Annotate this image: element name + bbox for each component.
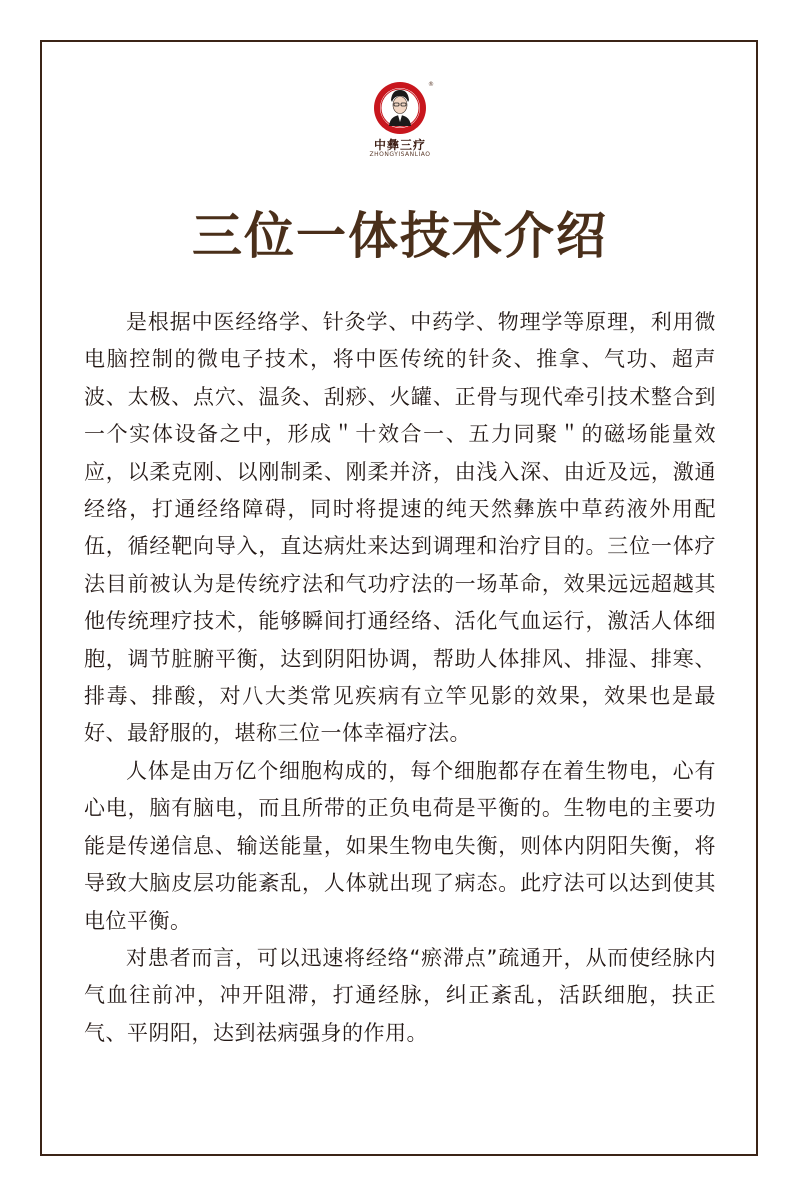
brand-pinyin: ZHONGYISANLIAO xyxy=(369,151,431,158)
paragraph-3: 对患者而言，可以迅速将经络“瘀滞点”疏通开，从而使经脉内气血往前冲，冲开阻滞，打通经脉，纠正紊乱，活跃细胞，扶正气、平阴阳，达到祛病强身的作用。 xyxy=(84,945,716,1045)
brand-name: 中彝三疗 xyxy=(373,138,426,152)
portrait-seal-icon xyxy=(362,78,438,138)
paragraph-1: 是根据中医经络学、针灸学、中药学、物理学等原理，利用微电脑控制的微电子技术，将中医传统的针灸、推拿、气功、超声波、太极、点穴、温灸、刮痧、火罐、正骨与现代牵引技术整合到一个实体设备之中，形成＂十效合一、五力同聚＂的磁场能量效应，以柔克刚、以刚制柔、刚柔并济，由浅入深、由近及远，激通经络，打通经络障碍，同时将提速的纯天然彝族中草药液外用配伍，循经靶向导入，直达病灶来达到调理和治疗目的。三位一体疗法目前被认为是传统疗法和气功疗法的一场革命，效果远远超越其他传统理疗技术，能够瞬间打通经络、活化气血运行，激活人体细胞，调节脏腑平衡，达到阴阳协调，帮助人体排风、排湿、排寒、排毒、排酸，对八大类常见疾病有立竿见影的效果，效果也是最好、最舒服的，堪称三位一体幸福疗法。 xyxy=(84,310,716,746)
page-title: 三位一体技术介绍 xyxy=(192,206,608,265)
paragraph-2: 人体是由万亿个细胞构成的，每个细胞都存在着生物电，心有心电，脑有脑电，而且所带的正负电荷是平衡的。生物电的主要功能是传递信息、输送能量，如果生物电失衡，则体内阴阳失衡，将导致大脑皮层功能紊乱，人体就出现了病态。此疗法可以达到使其电位平衡。 xyxy=(84,758,716,933)
registered-mark: ® xyxy=(428,81,434,88)
body-text xyxy=(84,304,716,1052)
